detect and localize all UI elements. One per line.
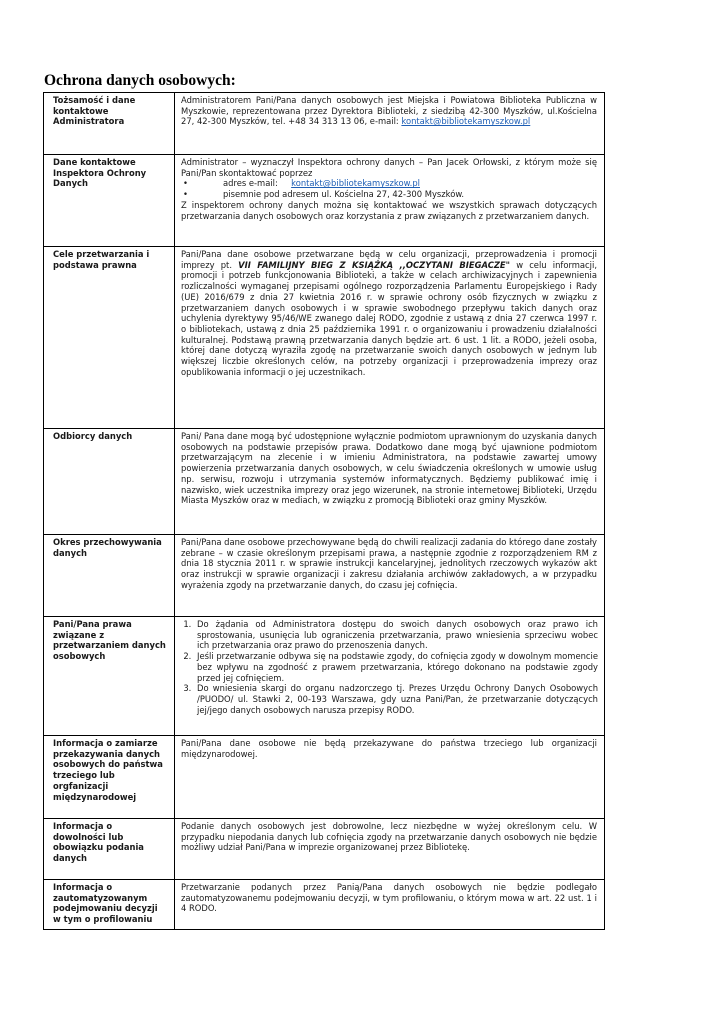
table-row: [44, 247, 605, 429]
row-label: Cele przetwarzania i podstawa prawna: [53, 249, 150, 270]
row-content: Pani/Pana dane osobowe nie będą przekazywane do państwa trzeciego lub organizacji międzynarodowej.: [181, 738, 597, 759]
list-item: [181, 178, 597, 189]
table-row: [44, 535, 605, 617]
page-title: Ochrona danych osobowych:: [44, 72, 236, 89]
bullet-icon: •: [183, 178, 188, 189]
bullet-icon: •: [183, 189, 188, 200]
table-row: [44, 617, 605, 736]
row-label-cell: [44, 535, 175, 617]
row-label: Odbiorcy danych: [53, 431, 133, 441]
row-label: Informacja o zamiarze przekazywania danych osobowych do państwa trzeciego lub orgfanizacji międzynarodowej: [53, 738, 163, 802]
row-content: [181, 249, 598, 377]
row-content-cell: [175, 93, 605, 155]
purpose-text-start: Pani/Pana dane osobowe przetwarzane będą w celu organizacji, przeprowadzenia i promocji imprezy pt.: [181, 249, 597, 270]
row-label-cell: [44, 247, 175, 429]
row-content: [181, 157, 598, 221]
iod-postal-address: pisemnie pod adresem ul. Kościelna 27, 42-300 Myszków.: [223, 189, 465, 200]
row-content-cell: [175, 617, 605, 736]
list-item: 3. Do wniesienia skargi do organu nadzorczego tj. Prezes Urzędu Ochrony Danych Osobowych /PUODO/ ul. Stawki 2, 00-193 Warszawa, gdy uzna Pani/Pan, że przetwarzanie dotyczących jej/jego danych osobowych narusza przepisy RODO.: [194, 683, 598, 715]
row-label-cell: [44, 429, 175, 535]
row-label: Informacja o dowolności lub obowiązku podania danych: [53, 821, 144, 864]
row-label-cell: [44, 880, 175, 930]
row-label-cell: [44, 617, 175, 736]
gdpr-info-table: [43, 92, 605, 930]
row-content-cell: [175, 429, 605, 535]
event-name: VII FAMILIJNY BIEG Z KSIĄŻKĄ ,,OCZYTANI BIEGACZE": [238, 259, 511, 270]
row-label: Dane kontaktowe Inspektora Ochrony Danych: [53, 157, 147, 189]
iod-email-link[interactable]: kontakt@bibliotekamyszkow.pl: [291, 178, 420, 189]
table-row: [44, 880, 605, 930]
row-content-cell: [175, 155, 605, 247]
row-label-cell: [44, 155, 175, 247]
iod-email-label: adres e-mail:: [223, 178, 278, 189]
row-content: Podanie danych osobowych jest dobrowolne, lecz niezbędne w wyżej określonym celu. W przypadku niepodania danych lub cofnięcia zgody na przetwarzanie danych osobowych nie będzie możliwy udział Pani/Pana w imprezie organizowanej przez Bibliotekę.: [181, 821, 597, 853]
list-item: [181, 189, 597, 200]
table-row: [44, 736, 605, 819]
row-content: [181, 95, 598, 127]
row-content-cell: [175, 247, 605, 429]
row-label-cell: [44, 819, 175, 880]
row-label: Pani/Pana prawa związane z przetwarzaniem danych osobowych: [53, 619, 166, 662]
row-content: Pani/ Pana dane mogą być udostępnione wyłącznie podmiotom uprawnionym do uzyskania danych osobowych na podstawie przepisów prawa. Dodatkowo dane mogą być ujawnione podmiotom przetwarzającym na zlecenie i w imieniu Administratora, na podstawie zawartej umowy powierzenia przetwarzania danych osobowych, w celu świadczenia określonych w umowie usług np. serwisu, rozwoju i utrzymania systemów informatycznych. Będziemy publikować imię i nazwisko, wiek uczestnika imprezy oraz jego wizerunek, na stronie internetowej Biblioteki, Urzędu Miasta Myszków oraz w mediach, w związku z promocją Biblioteki oraz gminy Myszków.: [181, 431, 597, 506]
table-row: [44, 93, 605, 155]
row-content-cell: [175, 880, 605, 930]
list-item: 1. Do żądania od Administratora dostępu do swoich danych osobowych oraz prawo ich sprostowania, usunięcia lub ograniczenia przetwarzania, prawo wniesienia sprzeciwu wobec ich przetwarzania oraz prawo do przenoszenia danych.: [194, 619, 598, 651]
row-label: Tożsamość i dane kontaktowe Administratora: [53, 95, 136, 127]
iod-intro: Administrator – wyznaczył Inspektora ochrony danych – Pan Jacek Orłowski, z którym może się Pani/Pan skontaktować poprzez: [181, 157, 597, 178]
row-content: Pani/Pana dane osobowe przechowywane będą do chwili realizacji zadania do którego dane zostały zebrane – w czasie określonym przepisami prawa, a następnie zgodnie z rozporządzeniem RM z dnia 18 stycznia 2011 r. w sprawie instrukcji kancelaryjnej, jednolitych rzeczowych wykazów akt oraz instrukcji w sprawie organizacji i zakresu działania archiwów zakładowych, a w przypadku wyrażenia zgody na przetwarzanie danych, do czasu jej cofnięcia.: [181, 537, 597, 590]
row-content-cell: [175, 535, 605, 617]
row-label-cell: [44, 93, 175, 155]
purpose-text-end: w celu informacji, promocji i potrzeb funkcjonowania Biblioteki, a także w celach archiwizacyjnych i zapewnienia rozliczalności wymaganej przepisami ogólnego rozporządzenia Parlamentu Europejskiego i Rady (UE) 2016/679 z dnia 27 kwietnia 2016 r. w sprawie ochrony osób fizycznych w związku z przetwarzaniem danych osobowych i w sprawie swobodnego przepływu takich danych oraz uchylenia dyrektywy 95/46/WE zwanego dalej RODO, zgodnie z ustawą z dnia 27 czerwca 1997 r. o bibliotekach, ustawą z dnia 25 października 1991 r. o organizowaniu i prowadzeniu działalności kulturalnej. Podstawą prawną przetwarzania danych będzie art. 6 ust. 1 lit. a RODO, jeżeli osoba, której dane dotyczą wyraziła zgodę na przetwarzanie swoich danych osobowych w jednym lub większej liczbie określonych celów, na potrzeby organizacji i przeprowadzenia imprezy oraz opublikowania informacji o jej uczestnikach.: [181, 259, 597, 377]
row-content: Przetwarzanie podanych przez Panią/Pana danych osobowych nie będzie podlegało zautomatyzowanemu podejmowaniu decyzji, w tym profilowaniu, o którym mowa w art. 22 ust. 1 i 4 RODO.: [181, 882, 597, 914]
row-label-cell: [44, 736, 175, 819]
row-content-cell: [175, 736, 605, 819]
row-label: Okres przechowywania danych: [53, 537, 162, 558]
row-content-cell: [175, 819, 605, 880]
table-row: [44, 429, 605, 535]
rights-list: [181, 619, 598, 715]
iod-outro: Z inspektorem ochrony danych można się kontaktować we wszystkich sprawach dotyczących przetwarzania danych osobowych oraz korzystania z praw związanych z przetwarzaniem danych.: [181, 199, 597, 221]
admin-text: Administratorem Pani/Pana danych osobowych jest Miejska i Powiatowa Biblioteka Publiczna w Myszkowie, reprezentowana przez Dyrektora Biblioteki, z siedzibą 42-300 Myszków, ul.Kościelna 27, 42-300 Myszków, tel. +48 34 313 13 06, e-mail:: [181, 95, 597, 127]
admin-email-link[interactable]: kontakt@bibliotekamyszkow.pl: [401, 116, 531, 127]
row-label: Informacja o zautomatyzowanym podejmowaniu decyzji w tym o profilowaniu: [53, 882, 158, 925]
table-row: [44, 819, 605, 880]
list-item: 2. Jeśli przetwarzanie odbywa się na podstawie zgody, do cofnięcia zgody w dowolnym momencie bez wpływu na zgodność z prawem przetwarzania, którego dokonano na podstawie zgody przed jej cofnięciem.: [194, 651, 598, 683]
table-row: [44, 155, 605, 247]
